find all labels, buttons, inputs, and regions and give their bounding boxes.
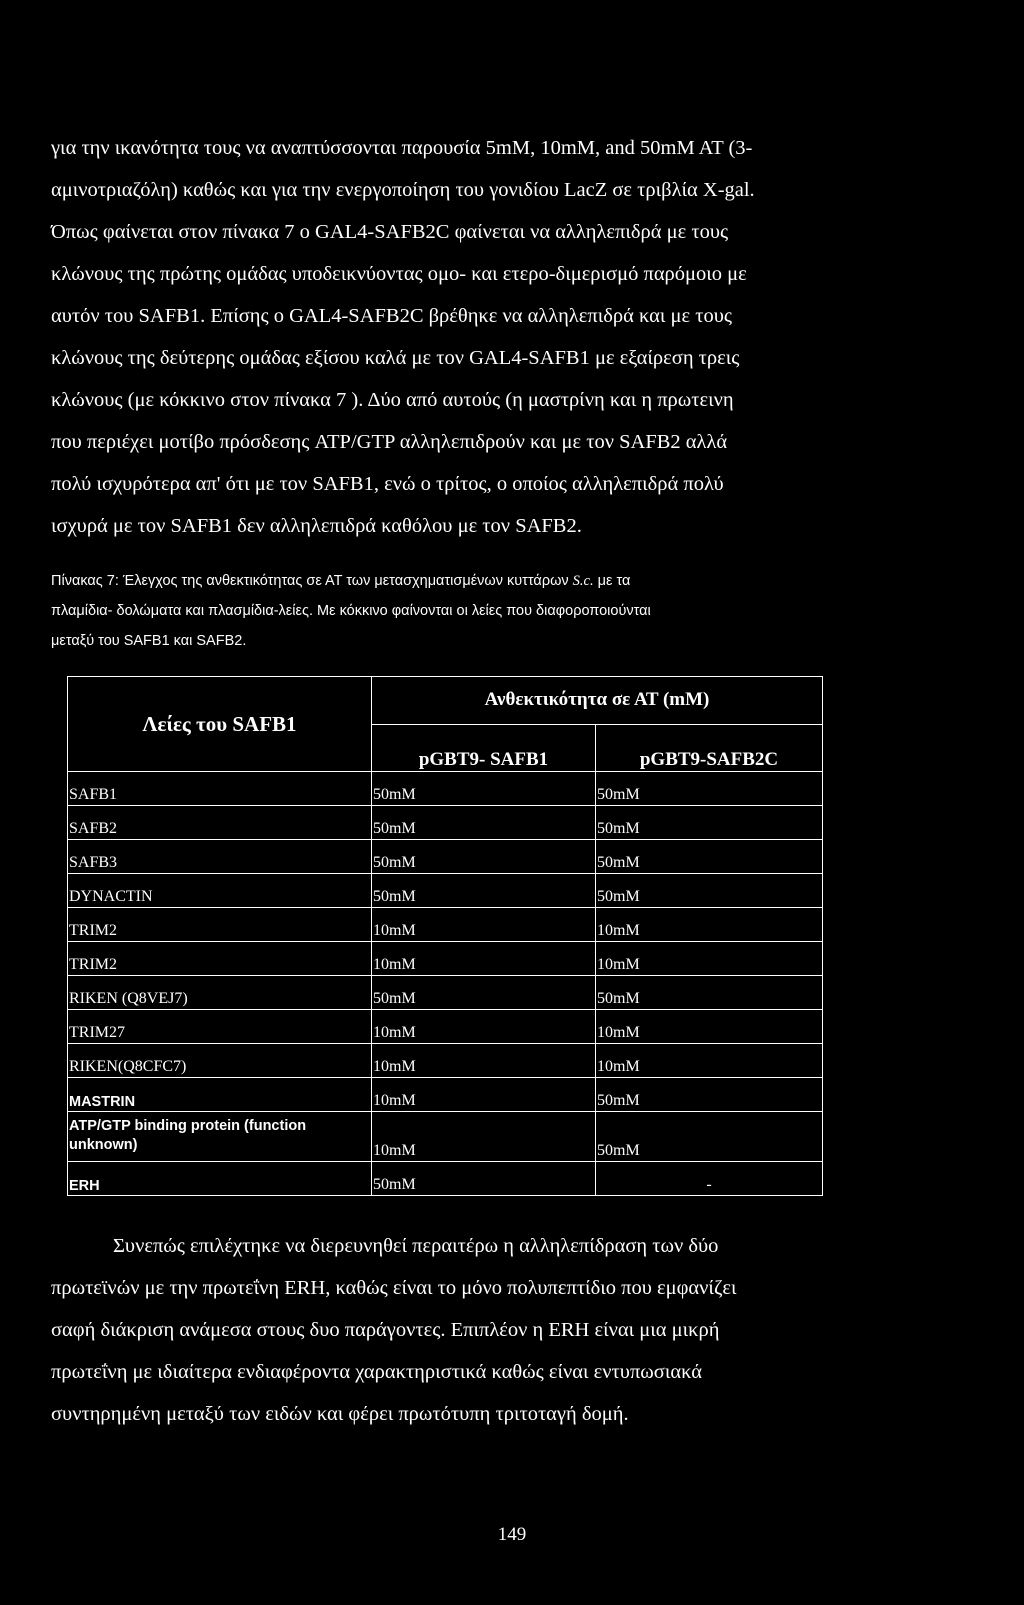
caption-text: Πίνακας 7: Έλεγχος της ανθεκτικότητας σε ΑΤ των μετασχηματισμένων κυττάρων [51,573,573,589]
paragraph-line: συντηρημένη μεταξύ των ειδών και φέρει πρωτότυπη τριτοταγή δομή. [51,1403,629,1425]
page-number: 149 [497,1524,527,1545]
prey-name-cell: DYNACTIN [68,874,372,908]
table-row [68,1162,823,1196]
safb2c-value-cell: 50mM [596,772,823,806]
table-row [68,1044,823,1078]
paragraph-line: αμινοτριαζόλη) καθώς και για την ενεργοποίηση του γονιδίου LacZ σε τριβλία X-gal. [51,179,755,201]
safb1-value-cell: 50mM [372,806,596,840]
prey-name-cell: TRIM2 [68,942,372,976]
safb2c-value-cell: 50mM [596,840,823,874]
table-row [68,942,823,976]
results-table-container [67,676,822,1194]
table-row [68,1078,823,1112]
safb1-value-cell: 50mM [372,976,596,1010]
safb1-value-cell: 10mM [372,1010,596,1044]
paragraph-line: πρωτεϊνών με την πρωτεΐνη ERH, καθώς είναι το μόνο πολυπεπτίδιο που εμφανίζει [51,1277,737,1299]
paragraph-line: που περιέχει μοτίβο πρόσδεσης ATP/GTP αλληλεπιδρούν και με τον SAFB2 αλλά [51,431,728,453]
safb2c-value-cell: 50mM [596,1078,823,1112]
prey-name-cell: ATP/GTP binding protein (function unknown) [68,1112,372,1162]
results-table [67,676,823,1196]
prey-name-cell: ERH [68,1162,372,1196]
safb2c-value-cell: 10mM [596,942,823,976]
paragraph-line: ισχυρά με τον SAFB1 δεν αλληλεπιδρά καθόλου με τον SAFB2. [51,515,582,537]
paragraph-line: Όπως φαίνεται στον πίνακα 7 ο GAL4-SAFB2C φαίνεται να αλληλεπιδρά με τους [51,221,729,243]
safb1-value-cell: 10mM [372,1044,596,1078]
table-row [68,1112,823,1162]
pgbt9-safb2c-column-header: pGBT9-SAFB2C [596,724,823,772]
table-row [68,772,823,806]
safb2c-value-cell: 10mM [596,908,823,942]
table-row [68,874,823,908]
prey-name-cell: TRIM2 [68,908,372,942]
safb1-value-cell: 10mM [372,1078,596,1112]
prey-name-cell: SAFB2 [68,806,372,840]
safb2c-value-cell: 10mM [596,1044,823,1078]
caption-line [51,566,846,596]
safb2c-value-cell: 50mM [596,976,823,1010]
paragraph-line: για την ικανότητα τους να αναπτύσσονται παρουσία 5mM, 10mM, and 50mM AT (3- [51,137,753,159]
paragraph-line: αυτόν του SAFB1. Επίσης ο GAL4-SAFB2C βρέθηκε να αλληλεπιδρά και με τους [51,305,732,327]
safb1-value-cell: 10mM [372,1112,596,1162]
body-paragraph-2 [51,1225,846,1435]
paragraph-line: κλώνους της πρώτης ομάδας υποδεικνύοντας ομο- και ετερο-διμερισμό παρόμοιο με [51,263,747,285]
prey-name-cell: RIKEN (Q8VEJ7) [68,976,372,1010]
safb1-value-cell: 10mM [372,942,596,976]
prey-name-cell: RIKEN(Q8CFC7) [68,1044,372,1078]
table-row [68,976,823,1010]
safb1-value-cell: 50mM [372,772,596,806]
prey-column-header: Λείες του SAFB1 [68,677,372,772]
paragraph-line: Συνεπώς επιλέχτηκε να διερευνηθεί περαιτέρω η αλληλεπίδραση των δύο [113,1235,719,1257]
prey-name-cell: TRIM27 [68,1010,372,1044]
safb2c-value-cell: 50mM [596,1112,823,1162]
paragraph-line: πρωτεΐνη με ιδιαίτερα ενδιαφέροντα χαρακτηριστικά καθώς είναι εντυπωσιακά [51,1361,702,1383]
body-paragraph-1 [51,127,846,547]
safb1-value-cell: 50mM [372,874,596,908]
safb2c-value-cell: - [596,1162,823,1196]
safb2c-value-cell: 50mM [596,806,823,840]
paragraph-line: πολύ ισχυρότερα απ' ότι με τον SAFB1, ενώ ο τρίτος, ο οποίος αλληλεπιδρά πολύ [51,473,724,495]
table-row [68,1010,823,1044]
table-caption [51,566,846,656]
safb1-value-cell: 10mM [372,908,596,942]
caption-text: με τα [593,573,631,589]
table-row [68,908,823,942]
prey-name-cell: SAFB3 [68,840,372,874]
paragraph-line: σαφή διάκριση ανάμεσα στους δυο παράγοντες. Επιπλέον η ERH είναι μια μικρή [51,1319,720,1341]
paragraph-line: κλώνους (με κόκκινο στον πίνακα 7 ). Δύο από αυτούς (η μαστρίνη και η πρωτεινη [51,389,734,411]
safb2c-value-cell: 10mM [596,1010,823,1044]
table-row [68,840,823,874]
pgbt9-safb1-column-header: pGBT9- SAFB1 [372,724,596,772]
safb2c-value-cell: 50mM [596,874,823,908]
paragraph-line: κλώνους της δεύτερης ομάδας εξίσου καλά με τον GAL4-SAFB1 με εξαίρεση τρεις [51,347,740,369]
caption-species: S.c. [572,573,594,589]
prey-name-cell: MASTRIN [68,1078,372,1112]
resistance-column-group-header: Ανθεκτικότητα σε ΑΤ (mM) [372,677,823,725]
caption-line: μεταξύ του SAFB1 και SAFB2. [51,633,247,649]
prey-name-cell: SAFB1 [68,772,372,806]
caption-line: πλαμίδια- δολώματα και πλασμίδια-λείες. Με κόκκινο φαίνονται οι λείες που διαφοροποιούνται [51,603,651,619]
safb1-value-cell: 50mM [372,1162,596,1196]
table-row [68,806,823,840]
safb1-value-cell: 50mM [372,840,596,874]
